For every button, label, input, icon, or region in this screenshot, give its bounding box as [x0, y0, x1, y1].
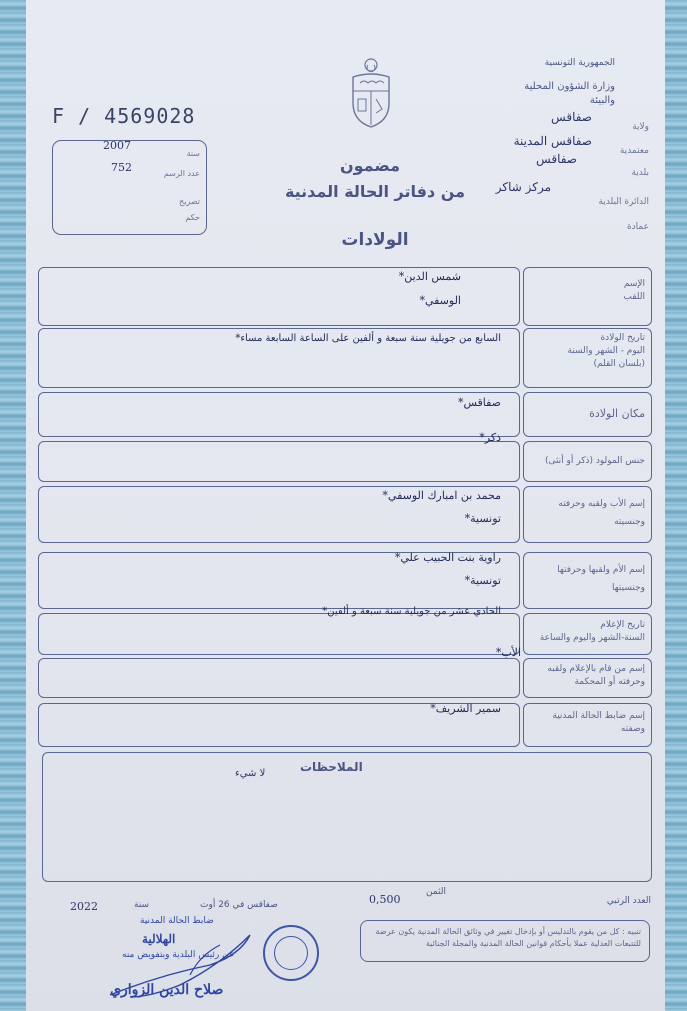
mother-label: إسم الأم ولقبها وحرفتها وجنسيتها — [523, 552, 652, 609]
district-label: الدائرة البلدية — [598, 197, 649, 207]
father-nationality-value: تونسية* — [464, 512, 501, 525]
registry-box — [52, 140, 207, 235]
birth-place-label: مكان الولادة — [523, 392, 652, 437]
remarks-value: لا شيء — [235, 768, 266, 779]
municipal-stamp — [263, 925, 319, 981]
officer-value: سمير الشريف* — [430, 702, 501, 715]
price-label: الثمن — [426, 887, 447, 897]
serial-order-label: العدد الرتبي — [606, 896, 651, 906]
signature-line1: الهلالية — [142, 932, 176, 946]
sector-label: عمادة — [626, 222, 649, 232]
registry-year-value: 2007 — [103, 139, 131, 152]
registry-number-value: 752 — [111, 161, 132, 174]
father-name-value: محمد بن امبارك الوسفي* — [382, 489, 501, 502]
sex-label: جنس المولود (ذكر أو أنثى) — [523, 441, 652, 482]
serial-number: F / 4569028 — [52, 104, 196, 128]
declaration-date-value: الحادي عشر من جويلية سنة سبعة و ألفين* — [322, 606, 501, 617]
title-births: الولادات — [341, 230, 409, 250]
signature-name: صلاح الدين الزواري — [110, 982, 224, 998]
declarant-value-box — [38, 658, 520, 698]
signature-line2: عن رئيس البلدية وبتفويض منه — [122, 950, 235, 960]
birth-place-value: صفاقس* — [457, 396, 501, 409]
officer-title: ضابط الحالة المدنية — [140, 916, 214, 926]
sex-value-box — [38, 441, 520, 482]
delegation-value: صفاقس المدينة — [513, 134, 592, 148]
sex-value: ذكر* — [479, 431, 501, 444]
registry-declaration-label: تصريح — [179, 197, 200, 206]
decorative-border-left — [0, 0, 26, 1011]
delegation-label: معتمدية — [619, 146, 649, 156]
district-value: مركز شاكر — [495, 180, 551, 194]
mother-nationality-value: تونسية* — [464, 574, 501, 587]
republic-name: الجمهورية التونسية — [544, 58, 615, 68]
price-value: 0,500 — [369, 893, 401, 906]
coat-of-arms-icon — [348, 55, 394, 130]
birth-date-value: السابع من جويلية سنة سبعة و ألفين على الساعة السابعة مساء* — [235, 333, 501, 344]
registry-judgment-label: حكم — [185, 213, 200, 222]
municipality-value: صفاقس — [536, 152, 577, 166]
decorative-border-right — [665, 0, 687, 1011]
birth-place-value-box — [38, 392, 520, 437]
declarant-value: الأب* — [495, 646, 521, 659]
legal-notice: تنبيه : كل من يقوم بالتدليس أو بإدخال تغيير في وثائق الحالة المدنية يكون عرضة للتتبعات العدلية عملا بأحكام قوانين الحالة المدنية والمجلة الجنائية — [360, 920, 650, 962]
registry-number-label: عدد الرسم — [163, 169, 200, 178]
name-label: الإسم اللقب — [523, 267, 652, 326]
birth-date-label: تاريخ الولادة اليوم - الشهر والسنة (بلسان القلم) — [523, 328, 652, 388]
governorate-value: صفاقس — [551, 110, 592, 124]
year-value: 2022 — [70, 900, 98, 913]
remarks-label: الملاحظات — [300, 760, 363, 774]
place-date: صفاقس في 26 أوت — [200, 900, 278, 910]
father-label: إسم الأب ولقبه وحرفته وجنسيته — [523, 486, 652, 543]
governorate-label: ولاية — [632, 122, 649, 132]
declaration-date-value-box — [38, 613, 520, 655]
declarant-label: إسم من قام بالإعلام ولقبه وحرفته أو المحكمة — [523, 658, 652, 698]
year-label: سنة — [134, 900, 150, 910]
officer-label: إسم ضابط الحالة المدنية وصفته — [523, 703, 652, 747]
title-from-registers: من دفاتر الحالة المدنية — [284, 182, 466, 201]
declaration-date-label: تاريخ الإعلام السنة-الشهر واليوم والساعة — [523, 613, 652, 655]
registry-year-label: سنة — [186, 149, 200, 158]
first-name-value: شمس الدين* — [398, 270, 461, 283]
title-extract: مضمون — [339, 156, 401, 175]
municipality-label: بلدية — [631, 168, 649, 178]
last-name-value: الوسفي* — [419, 294, 461, 307]
ministry-name: وزارة الشؤون المحلية والبيئة — [524, 81, 615, 106]
mother-name-value: راوية بنت الحبيب علي* — [394, 551, 501, 564]
